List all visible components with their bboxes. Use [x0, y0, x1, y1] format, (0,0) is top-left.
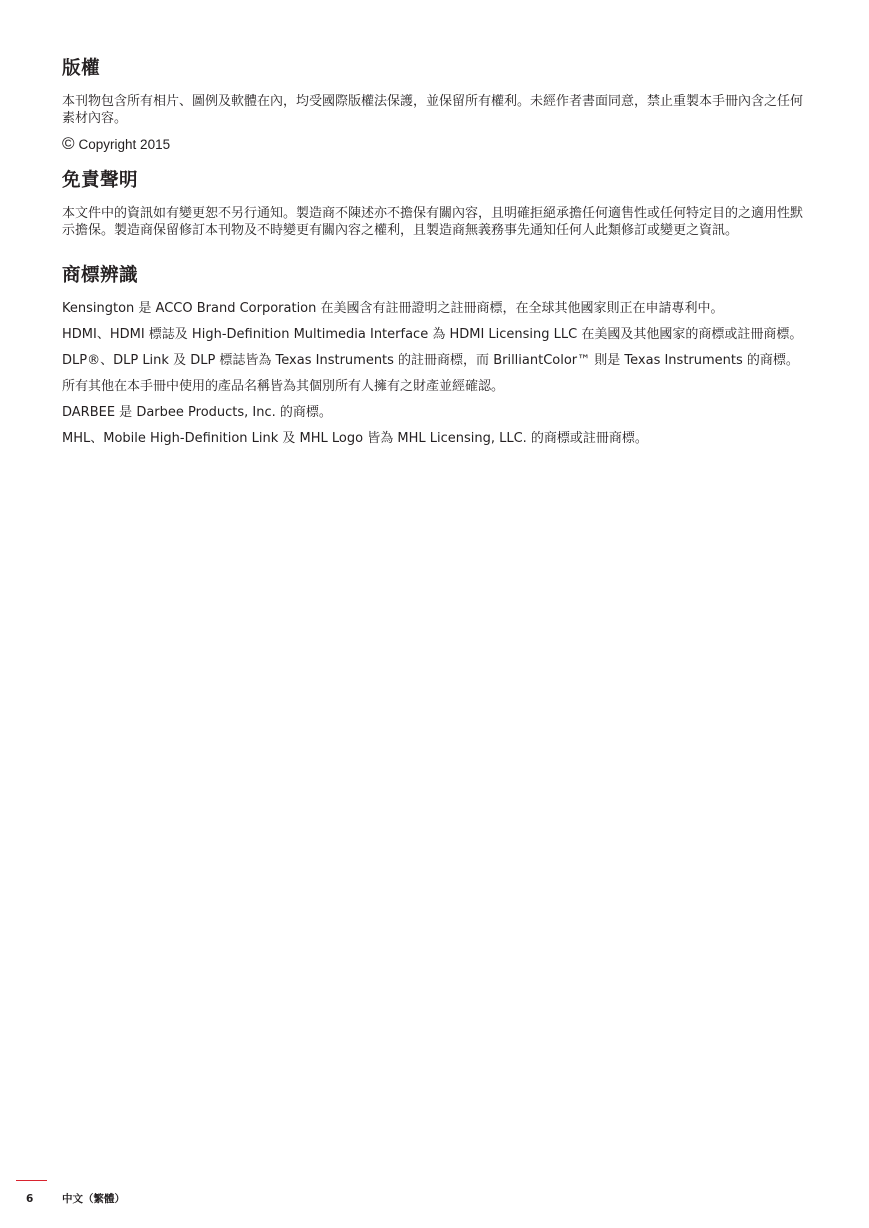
trademark-item-hdmi: HDMI、HDMI 標誌及 High-Definition Multimedia Interface 為 HDMI Licensing LLC 在美國及其他國家的商標或註冊商標。 — [62, 327, 803, 342]
trademark-item-darbee: DARBEE 是 Darbee Products, Inc. 的商標。 — [62, 405, 332, 420]
footer-accent-line — [16, 1180, 47, 1181]
footer-language-label: 中文（繁體） — [62, 1193, 125, 1205]
trademarks-heading: 商標辨識 — [62, 265, 139, 286]
copyright-symbol-icon: © — [62, 133, 75, 153]
disclaimer-paragraph: 本文件中的資訊如有變更恕不另行通知。製造商不陳述亦不擔保有關內容，且明確拒絕承擔任何適售性或任何特定目的之適用性默示擔保。製造商保留修訂本刊物及不時變更有關內容之權利，且製造商無義務事先通知任何人此類修訂或變更之資訊。 — [62, 206, 804, 238]
section-spacer — [62, 251, 810, 259]
trademark-item-mhl: MHL、Mobile High-Definition Link 及 MHL Logo 皆為 MHL Licensing, LLC. 的商標或註冊商標。 — [62, 431, 648, 446]
trademarks-section — [62, 263, 810, 447]
disclaimer-section — [62, 168, 810, 239]
manual-page-content — [62, 56, 810, 459]
copyright-heading: 版權 — [62, 58, 101, 79]
trademark-item-kensington: Kensington 是 ACCO Brand Corporation 在美國含有註冊證明之註冊商標，在全球其他國家則正在申請專利中。 — [62, 301, 724, 316]
copyright-section — [62, 56, 810, 154]
copyright-year-text: Copyright 2015 — [78, 137, 171, 152]
trademark-item-dlp: DLP®、DLP Link 及 DLP 標誌皆為 Texas Instruments 的註冊商標，而 BrilliantColor™ 則是 Texas Instruments 的商標。 — [62, 353, 799, 368]
disclaimer-heading: 免責聲明 — [62, 170, 139, 191]
copyright-paragraph: 本刊物包含所有相片、圖例及軟體在內，均受國際版權法保護，並保留所有權利。未經作者書面同意，禁止重製本手冊內含之任何素材內容。 — [62, 94, 804, 126]
page-number: 6 — [26, 1193, 34, 1205]
trademark-item-others: 所有其他在本手冊中使用的產品名稱皆為其個別所有人擁有之財產並經確認。 — [62, 379, 505, 394]
copyright-notice — [62, 133, 810, 154]
